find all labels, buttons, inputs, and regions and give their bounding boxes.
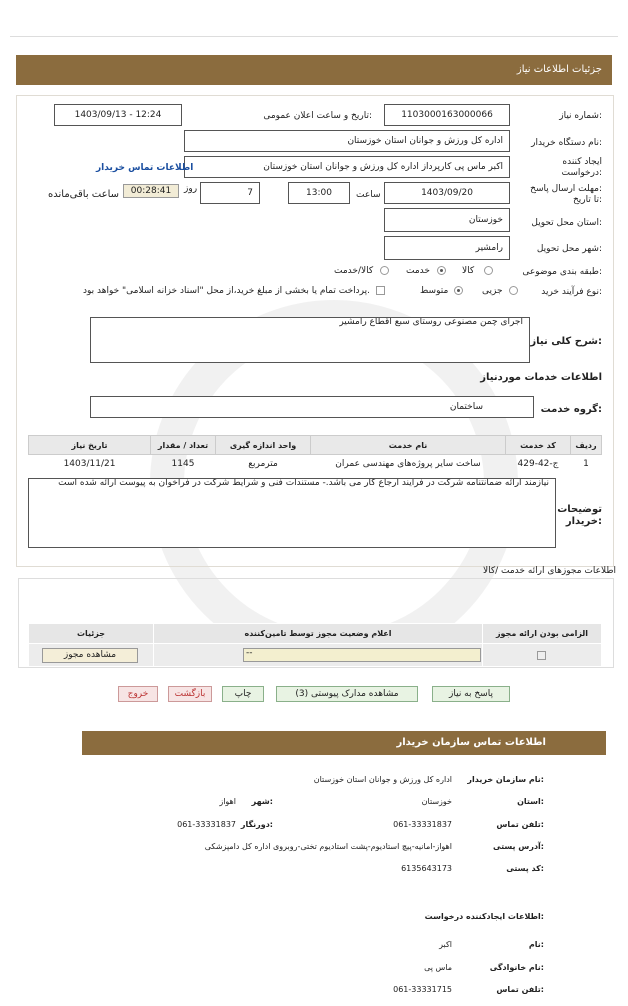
buyer-notes-field: نیازمند ارائه ضمانتنامه شرکت در فرایند ارجاع کار می باشد.- مستندات فنی و شرایط شرکت در فراخوان به پیوست ارائه شده است [28,478,556,548]
deadline-date-field: 1403/09/20 [384,182,510,204]
back-button[interactable]: بازگشت [168,686,212,702]
province-label: استان محل تحویل: [531,218,602,228]
header-row-index: ردیف [571,436,602,455]
answer-button[interactable]: پاسخ به نیاز [432,686,510,702]
cell-unit: مترمربع [248,459,278,469]
buyer-notes-label-1: توضیحات [557,504,602,515]
province-field: خوزستان [384,208,510,232]
treasury-checkbox[interactable] [376,286,385,295]
process-medium-radio[interactable] [454,286,463,295]
top-divider [10,36,618,37]
category-label: طبقه بندی موضوعی: [522,267,602,277]
page-title: جزئیات اطلاعات نیاز [516,64,602,75]
process-minor-label: جزیی [482,286,503,296]
creator-name-value: اکبر [439,940,452,949]
header-service-name: نام خدمت [311,436,506,455]
header-quantity: تعداد / مقدار [151,436,216,455]
cell-need-date: 1403/11/21 [63,459,116,469]
print-button[interactable]: چاپ [222,686,264,702]
deadline-label-2: تا تاریخ: [572,195,602,205]
contact-org-value: اداره کل ورزش و جوانان استان خوزستان [313,775,452,784]
process-label: نوع فرآیند خرید: [541,287,602,297]
cell-service-code: ج-42-429 [517,459,559,469]
attachments-button[interactable]: مشاهده مدارک پیوستی (3) [276,686,418,702]
service-group-label: گروه خدمت: [540,404,602,415]
table-row [29,644,602,667]
license-required-checkbox [537,651,546,660]
description-label: شرح کلی نیاز: [530,336,602,347]
view-license-button[interactable]: مشاهده مجوز [42,648,138,663]
buyer-notes-label-2: خریدار: [565,516,602,527]
category-service-radio[interactable] [437,266,446,275]
contact-province-value: خوزستان [421,797,452,806]
buyer-contact-link[interactable]: اطلاعات تماس خریدار [96,163,194,173]
contact-title-bar [82,731,606,755]
creator-label-2: درخواست: [561,168,602,178]
category-goods-label: کالا [462,266,475,276]
category-both-radio[interactable] [380,266,389,275]
city-field: رامشیر [384,236,510,260]
license-details-cell [29,644,154,667]
services-header-row [29,436,602,455]
contact-address-label: آدرس پستی: [493,842,544,851]
contact-phone-value: 061-33331837 [393,820,452,829]
table-row [29,455,602,474]
services-table [28,435,602,473]
day-label: روز [184,184,198,194]
contact-city-value: اهواز [219,797,236,806]
services-section-title: اطلاعات خدمات موردنیاز [480,372,602,383]
creator-family-value: ماس پی [424,963,452,972]
deadline-label-1: مهلت ارسال پاسخ: [530,184,602,194]
creator-label-1: ایجاد کننده [562,157,602,167]
contact-province-label: استان: [517,797,544,806]
header-need-date: تاریخ نیاز [29,436,151,455]
creator-family-label: نام خانوادگی: [489,963,544,972]
contact-fax-value: 061-33331837 [177,820,236,829]
header-license-details: جزئیات [29,624,154,644]
contact-fax-label: دورنگار: [240,820,273,829]
description-field: اجرای چمن مصنوعی روستای سبع اقطاع رامشیر [90,317,530,363]
license-required-cell [483,644,602,667]
license-status-field[interactable]: -- [243,648,481,662]
need-number-field: 1103000163000066 [384,104,510,126]
contact-address-value: اهواز-امانیه-پیچ استادیوم-پشت استادیوم تختی-روبروی اداره کل دامپزشکی [204,842,452,851]
announce-label: تاریخ و ساعت اعلان عمومی: [263,111,372,121]
header-service-code: کد خدمت [506,436,571,455]
creator-field: اکبر ماس پی کارپرداز اداره کل ورزش و جوانان استان خوزستان [184,156,510,178]
creator-name-label: نام: [528,940,544,949]
service-group-field: ساختمان [90,396,534,418]
creator-info-title: اطلاعات ایجادکننده درخواست: [424,912,544,921]
category-service-label: خدمت [406,266,430,276]
city-label: شهر محل تحویل: [536,244,602,254]
need-number-label: شماره نیاز: [559,111,602,121]
contact-postal-label: کد پستی: [506,864,544,873]
category-goods-radio[interactable] [484,266,493,275]
deadline-time-label: ساعت [356,190,381,200]
contact-phone-label: تلفن تماس: [496,820,544,829]
licenses-title: اطلاعات مجوزهای ارائه خدمت /کالا [482,566,616,576]
buyer-org-label: نام دستگاه خریدار: [531,138,602,148]
creator-phone-label: تلفن تماس: [496,985,544,994]
remaining-label: ساعت باقی‌مانده [48,189,120,200]
cell-row-index: 1 [583,459,589,469]
exit-button[interactable]: خروج [118,686,158,702]
process-medium-label: متوسط [420,286,449,296]
category-both-label: کالا/خدمت [334,266,374,276]
header-unit: واحد اندازه گیری [216,436,311,455]
page-title-bar [16,55,612,85]
contact-org-label: نام سازمان خریدار: [467,775,544,784]
cell-service-name: ساخت سایر پروژه‌های مهندسی عمران [335,459,481,469]
header-license-required: الزامی بودن ارائه مجوز [483,624,602,644]
header-license-status: اعلام وضعیت مجوز توسط تامین‌کننده [154,624,483,644]
creator-phone-value: 061-33331715 [393,985,452,994]
cell-quantity: 1145 [171,459,195,469]
licenses-table [28,623,602,667]
contact-title: اطلاعات تماس سازمان خریدار [396,737,546,748]
contact-city-label: شهر: [251,797,273,806]
process-minor-radio[interactable] [509,286,518,295]
licenses-header-row [29,624,602,644]
deadline-time-field: 13:00 [288,182,350,204]
days-left-field: 7 [200,182,260,204]
countdown-field: 00:28:41 [123,184,179,198]
treasury-note: پرداخت تمام یا بخشی از مبلغ خرید،از محل "اسناد خزانه اسلامی" خواهد بود. [82,286,370,296]
announce-field: 1403/09/13 - 12:24 [54,104,182,126]
buyer-org-field: اداره کل ورزش و جوانان استان خوزستان [184,130,510,152]
license-status-cell [154,644,483,667]
contact-postal-value: 6135643173 [401,864,452,873]
